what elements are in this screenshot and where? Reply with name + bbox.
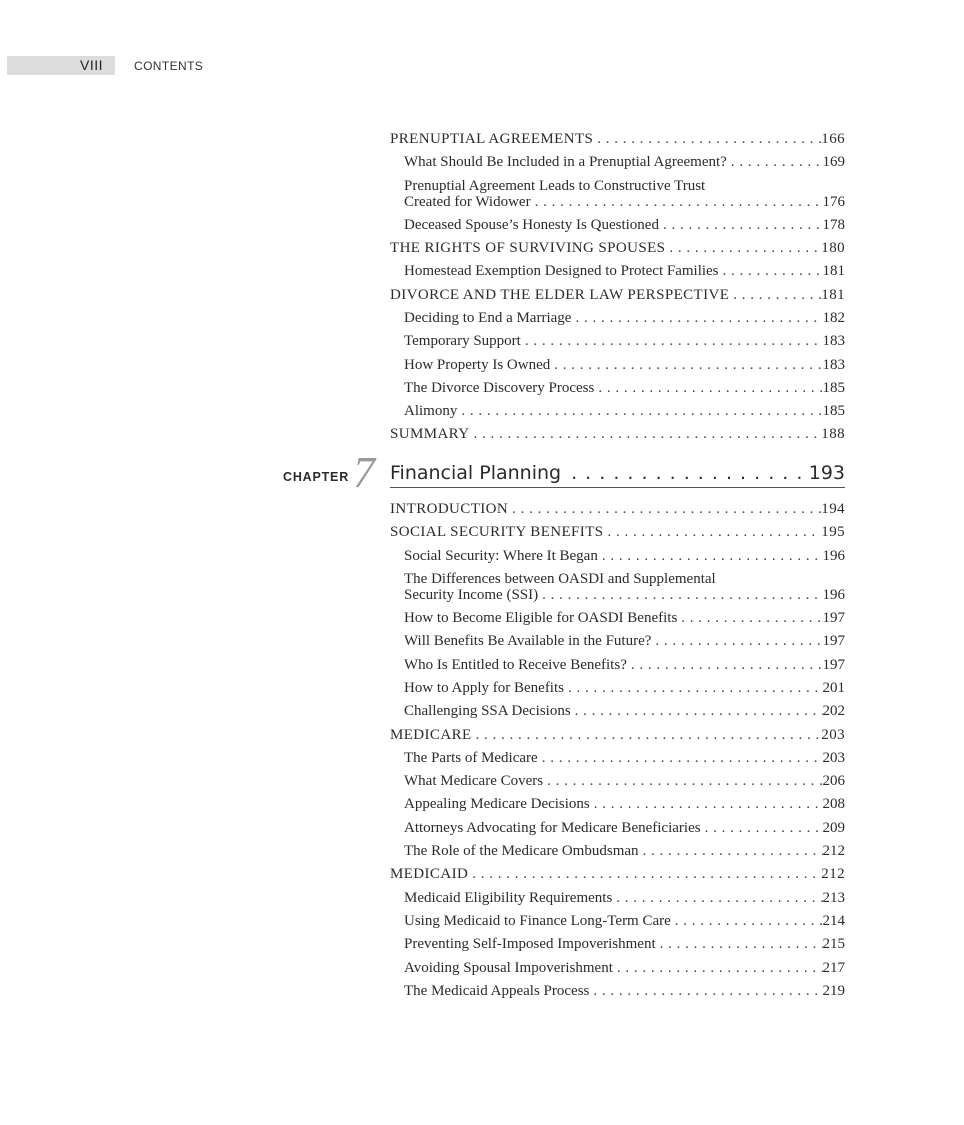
toc-entry-title: How to Become Eligible for OASDI Benefits xyxy=(404,610,678,627)
toc-entry-title: Attorneys Advocating for Medicare Beneficiaries xyxy=(404,819,701,836)
leader-dots xyxy=(613,957,823,980)
chapter-title-line xyxy=(390,462,845,488)
chapter-heading[interactable] xyxy=(0,448,964,498)
toc-entry-page: 203 xyxy=(821,726,845,743)
toc-entry[interactable] xyxy=(390,498,845,521)
toc-entry-page: 215 xyxy=(822,936,845,953)
toc-entry-page: 196 xyxy=(822,587,845,604)
toc-entry[interactable] xyxy=(390,817,845,840)
toc-entry-title: Preventing Self-Imposed Impoverishment xyxy=(404,936,656,953)
leader-dots xyxy=(538,587,822,604)
toc-entry-page: 183 xyxy=(822,333,845,350)
leader-dots xyxy=(719,260,823,283)
toc-entry-page: 201 xyxy=(822,679,845,696)
page-header xyxy=(0,56,964,76)
toc-entry-title: Will Benefits Be Available in the Future? xyxy=(404,633,652,650)
toc-entry[interactable] xyxy=(390,568,845,607)
toc-entry-page: 180 xyxy=(821,240,845,257)
toc-entry[interactable] xyxy=(390,887,845,910)
toc-entry[interactable] xyxy=(390,677,845,700)
toc-entry-title: SUMMARY xyxy=(390,426,470,443)
toc-entry[interactable] xyxy=(390,910,845,933)
toc-entry-title: Medicaid Eligibility Requirements xyxy=(404,889,613,906)
leader-dots xyxy=(593,128,821,151)
leader-dots xyxy=(521,330,823,353)
toc-entry[interactable] xyxy=(390,724,845,747)
toc-entry[interactable] xyxy=(390,128,845,151)
toc-entry[interactable] xyxy=(390,840,845,863)
toc-entry[interactable] xyxy=(390,863,845,886)
toc-entry-title: Temporary Support xyxy=(404,333,521,350)
toc-entry-page: 166 xyxy=(821,131,845,147)
leader-dots xyxy=(457,400,822,423)
toc-entry-page: 195 xyxy=(821,524,845,541)
toc-entry[interactable] xyxy=(390,747,845,770)
toc-entry-title-line1: The Differences between OASDI and Supplemental xyxy=(404,570,716,587)
toc-entry-title: Alimony xyxy=(404,403,458,420)
toc-entry[interactable] xyxy=(390,284,845,307)
toc-entry-page: 203 xyxy=(822,749,845,766)
leader-dots xyxy=(659,214,823,237)
leader-dots xyxy=(604,521,822,544)
toc-entry-page: 209 xyxy=(822,819,845,836)
toc-entry[interactable] xyxy=(390,607,845,630)
leader-dots xyxy=(665,237,821,260)
toc-entry-title: Using Medicaid to Finance Long-Term Care xyxy=(404,912,671,929)
toc-entry-title-line1: Prenuptial Agreement Leads to Constructive Trust xyxy=(404,177,706,194)
leader-dots xyxy=(564,677,823,700)
leader-dots xyxy=(590,793,823,816)
toc-entry-page: 182 xyxy=(822,309,845,326)
toc-entry-page: 212 xyxy=(822,843,845,860)
toc-entry-title: Deceased Spouse’s Honesty Is Questioned xyxy=(404,216,659,233)
toc-entry-page: 185 xyxy=(822,403,845,420)
toc-entry[interactable] xyxy=(390,330,845,353)
toc-entry-title: The Parts of Medicare xyxy=(404,749,538,766)
toc-entry-title: DIVORCE AND THE ELDER LAW PERSPECTIVE xyxy=(390,286,730,303)
toc-entry-page: 194 xyxy=(821,501,845,517)
toc-entry-page: 214 xyxy=(822,912,845,929)
toc-entry-title: PRENUPTIAL AGREEMENTS xyxy=(390,131,594,147)
toc-entry-title: THE RIGHTS OF SURVIVING SPOUSES xyxy=(390,240,666,257)
toc-entry-page: 212 xyxy=(821,866,845,883)
leader-dots xyxy=(594,377,822,400)
toc-entry[interactable] xyxy=(390,151,845,174)
toc-entry[interactable] xyxy=(390,630,845,653)
chapter-title: Financial Planning xyxy=(390,462,562,484)
toc-entry-page: 206 xyxy=(822,773,845,790)
leader-dots xyxy=(677,607,822,630)
toc-entry-title: Deciding to End a Marriage xyxy=(404,309,572,326)
toc-entry-title: How to Apply for Benefits xyxy=(404,679,564,696)
leader-dots xyxy=(589,980,822,1003)
toc-entry-page: 197 xyxy=(822,656,845,673)
toc-entry-title: Avoiding Spousal Impoverishment xyxy=(404,959,613,976)
toc-entry-title: What Medicare Covers xyxy=(404,773,544,790)
toc-entry-title: Appealing Medicare Decisions xyxy=(404,796,590,813)
leader-dots xyxy=(543,770,822,793)
leader-dots xyxy=(612,887,822,910)
toc-entry-title: The Role of the Medicare Ombudsman xyxy=(404,843,639,860)
toc-entry[interactable] xyxy=(390,260,845,283)
toc-entry-title: MEDICARE xyxy=(390,726,472,743)
toc-entry[interactable] xyxy=(390,521,845,544)
toc-entry-title: Homestead Exemption Designed to Protect Families xyxy=(404,263,719,280)
toc-entry-title: Challenging SSA Decisions xyxy=(404,703,571,720)
leader-dots xyxy=(639,840,823,863)
leader-dots xyxy=(508,498,821,521)
toc-entry[interactable] xyxy=(390,654,845,677)
toc-entry-page: 196 xyxy=(822,547,845,564)
toc-entry[interactable] xyxy=(390,423,845,446)
toc-entry[interactable] xyxy=(390,980,845,1003)
toc-entry-page: 181 xyxy=(822,263,845,280)
leader-dots xyxy=(538,747,823,770)
toc-entry-page: 178 xyxy=(822,216,845,233)
toc-entry-page: 181 xyxy=(821,286,845,303)
toc-entry-page: 197 xyxy=(822,633,845,650)
toc-entry[interactable] xyxy=(390,237,845,260)
toc-entry[interactable] xyxy=(390,793,845,816)
leader-dots xyxy=(468,863,821,886)
toc-entry-page: 208 xyxy=(822,796,845,813)
page-number: VIII xyxy=(79,57,103,73)
leader-dots xyxy=(571,307,822,330)
toc-entry[interactable] xyxy=(390,175,845,214)
toc-entry[interactable] xyxy=(390,377,845,400)
toc-entry[interactable] xyxy=(390,545,845,568)
toc-entry-title: SOCIAL SECURITY BENEFITS xyxy=(390,524,604,541)
leader-dots xyxy=(656,933,823,956)
toc-entry-page: 185 xyxy=(822,379,845,396)
leader-dots xyxy=(561,462,809,484)
leader-dots xyxy=(598,545,823,568)
leader-dots xyxy=(727,151,823,174)
leader-dots xyxy=(701,817,823,840)
toc-entry-title: INTRODUCTION xyxy=(390,501,509,517)
toc-entry-page: 197 xyxy=(822,610,845,627)
chapter-page: 193 xyxy=(808,462,845,484)
toc-entry-page: 213 xyxy=(822,889,845,906)
toc-entry-page: 202 xyxy=(822,703,845,720)
leader-dots xyxy=(571,700,823,723)
leader-dots xyxy=(550,354,822,377)
folio-bar xyxy=(7,56,115,75)
chapter-number: 7 xyxy=(353,448,375,497)
toc-entry[interactable] xyxy=(390,400,845,423)
leader-dots xyxy=(651,630,822,653)
leader-dots xyxy=(671,910,823,933)
toc-entry-page: 183 xyxy=(822,356,845,373)
leader-dots xyxy=(470,423,822,446)
toc-entry[interactable] xyxy=(390,214,845,237)
toc-entry-title: How Property Is Owned xyxy=(404,356,551,373)
toc-section-b xyxy=(390,498,845,1003)
toc-entry-title: The Divorce Discovery Process xyxy=(404,379,595,396)
toc-entry[interactable] xyxy=(390,700,845,723)
toc-entry-title: The Medicaid Appeals Process xyxy=(404,982,590,999)
toc-entry-title: What Should Be Included in a Prenuptial Agreement? xyxy=(404,154,727,171)
toc-entry[interactable] xyxy=(390,933,845,956)
toc-entry-title: Who Is Entitled to Receive Benefits? xyxy=(404,656,627,673)
toc-entry-page: 188 xyxy=(821,426,845,443)
toc-entry[interactable] xyxy=(390,770,845,793)
toc-section-a xyxy=(390,128,845,447)
toc-entry-page: 217 xyxy=(822,959,845,976)
leader-dots xyxy=(472,724,822,747)
toc-entry-title-line2: Security Income (SSI) xyxy=(404,587,539,604)
toc-entry-page: 176 xyxy=(822,194,845,211)
toc-entry-title: MEDICAID xyxy=(390,866,469,883)
toc-entry[interactable] xyxy=(390,307,845,330)
leader-dots xyxy=(627,654,823,677)
leader-dots xyxy=(729,284,821,307)
toc-entry-title-line2: Created for Widower xyxy=(404,194,531,211)
toc-entry-page: 219 xyxy=(822,982,845,999)
toc-entry[interactable] xyxy=(390,354,845,377)
running-head: CONTENTS xyxy=(134,59,204,73)
toc-entry-page: 169 xyxy=(822,154,845,171)
toc-entry[interactable] xyxy=(390,957,845,980)
chapter-label: CHAPTER xyxy=(283,470,350,484)
leader-dots xyxy=(531,194,823,211)
toc-entry-title: Social Security: Where It Began xyxy=(404,547,598,564)
